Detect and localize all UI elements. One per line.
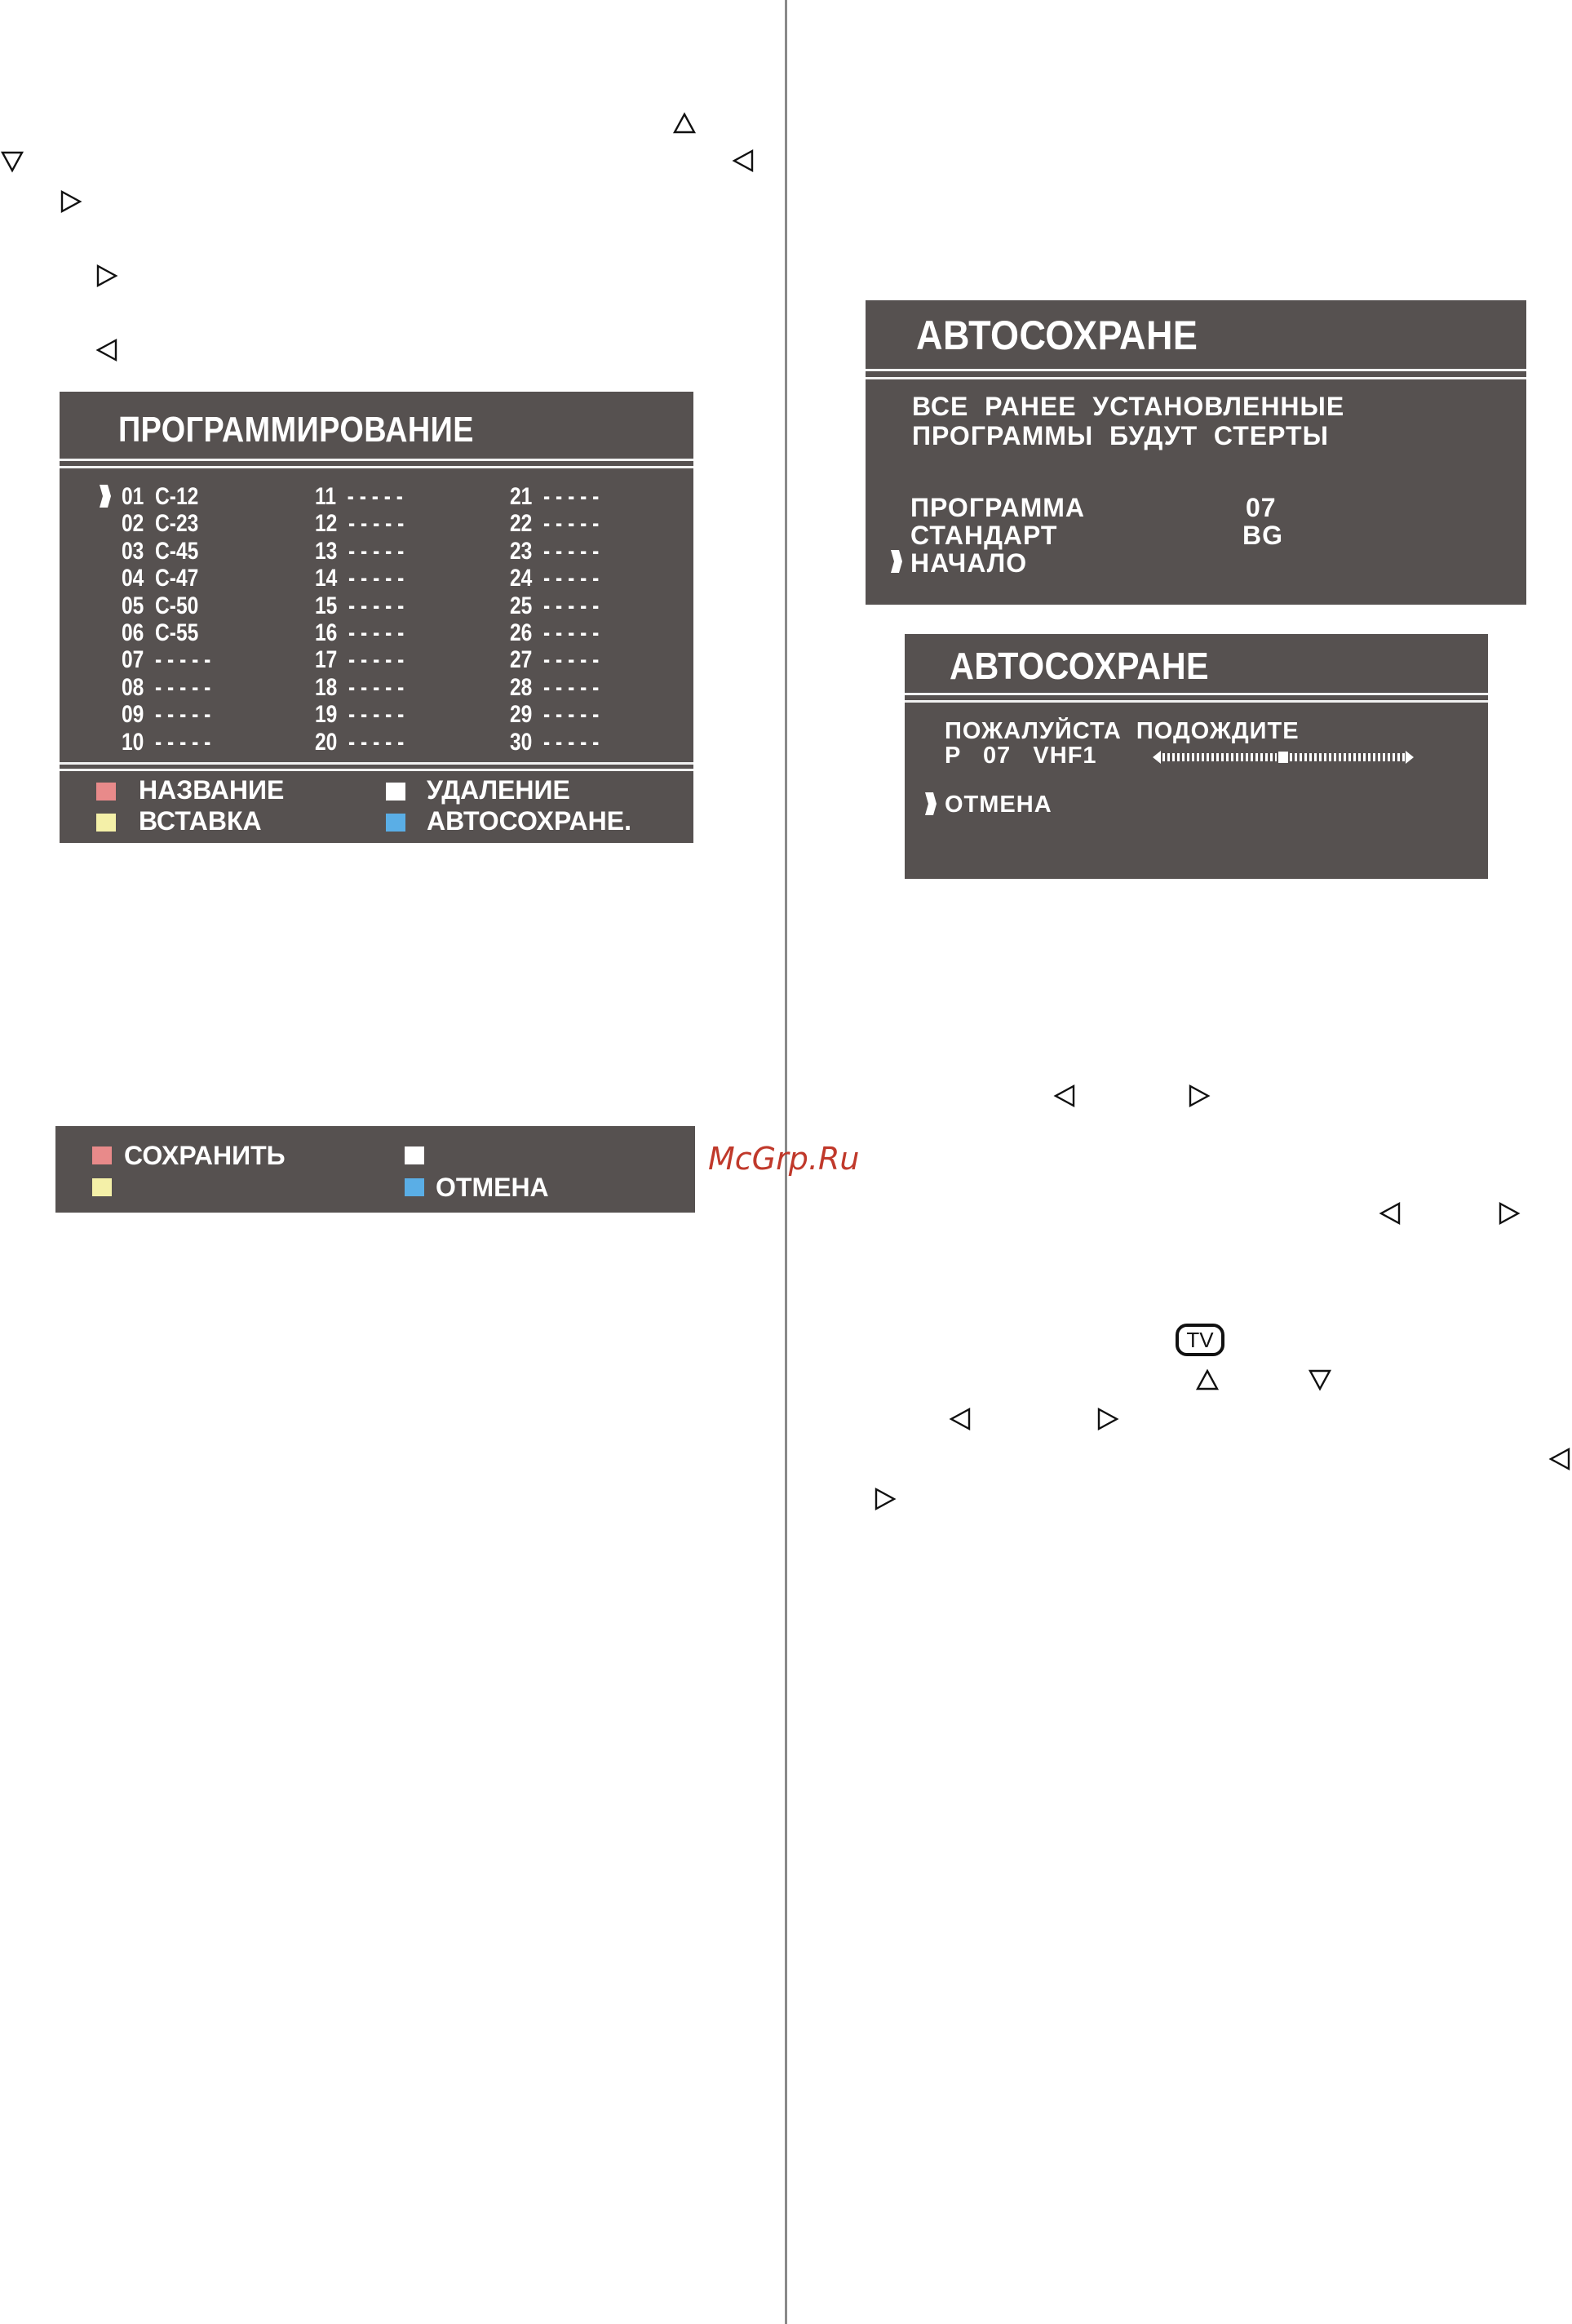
program-list-item[interactable]: 22 - - - - - [510, 510, 600, 538]
program-list-item[interactable]: 11 - - - - - [315, 483, 403, 510]
right-arrow-icon [873, 1487, 897, 1511]
panel-title: АВТОСОХРАНЕ [916, 313, 1198, 358]
program-list-item[interactable]: 01 C-12 [122, 483, 199, 510]
divider [866, 377, 1526, 379]
divider [905, 700, 1488, 703]
down-arrow-icon [1308, 1368, 1332, 1392]
program-list-item[interactable]: 10 - - - - - [122, 728, 211, 756]
program-list-item[interactable]: 25 - - - - - [510, 592, 600, 619]
program-list-item[interactable]: 27 - - - - - [510, 646, 600, 674]
white-button-swatch [405, 1146, 424, 1164]
option-autostore[interactable]: АВТОСОХРАНЕ. [427, 806, 631, 836]
start-option[interactable]: НАЧАЛО [910, 548, 1028, 578]
program-list-item[interactable]: 26 - - - - - [510, 619, 600, 646]
right-arrow-icon [1497, 1201, 1521, 1226]
program-list-item[interactable]: 29 - - - - - [510, 701, 600, 729]
program-list-item[interactable]: 24 - - - - - [510, 565, 600, 592]
program-list-item[interactable]: 15 - - - - - [315, 592, 405, 619]
left-arrow-icon [1378, 1201, 1402, 1226]
red-button-swatch [92, 1146, 112, 1164]
program-list-item[interactable]: 06 C-55 [122, 619, 199, 646]
program-list-item[interactable]: 03 C-45 [122, 537, 199, 565]
selection-marker-icon [923, 791, 937, 817]
program-label: ПРОГРАММА [910, 493, 1086, 522]
cancel-option[interactable]: ОТМЕНА [945, 792, 1052, 818]
divider [60, 762, 693, 765]
programming-panel [60, 392, 693, 843]
option-delete[interactable]: УДАЛЕНИЕ [427, 775, 570, 805]
autostore-progress-panel [905, 634, 1488, 879]
divider [905, 693, 1488, 695]
warning-text-line2: ПРОГРАММЫ БУДУТ СТЕРТЫ [912, 421, 1329, 450]
tv-button-icon: TV [1176, 1324, 1224, 1356]
down-arrow-icon [0, 149, 24, 174]
watermark: McGrp.Ru [708, 1141, 860, 1177]
blue-button-swatch [405, 1178, 424, 1196]
right-arrow-icon [95, 264, 119, 288]
program-list-item[interactable]: 14 - - - - - [315, 565, 405, 592]
left-arrow-icon [95, 338, 119, 362]
please-wait-text: ПОЖАЛУЙСТА ПОДОЖДИТЕ [945, 718, 1300, 744]
standard-label: СТАНДАРТ [910, 521, 1058, 550]
left-arrow-icon [731, 149, 755, 173]
left-arrow-icon [1548, 1447, 1572, 1471]
search-progress-bar [1153, 745, 1414, 769]
program-value[interactable]: 07 [1246, 493, 1277, 522]
warning-text-line1: ВСЕ РАНЕЕ УСТАНОВЛЕННЫЕ [912, 392, 1345, 421]
program-list-item[interactable]: 30 - - - - - [510, 728, 600, 756]
up-arrow-icon [672, 111, 697, 135]
program-list-item[interactable]: 09 - - - - - [122, 701, 211, 729]
program-list-item[interactable]: 20 - - - - - [315, 728, 405, 756]
option-insert[interactable]: ВСТАВКА [139, 806, 262, 836]
program-list-item[interactable]: 02 C-23 [122, 510, 199, 538]
white-button-swatch [386, 783, 405, 801]
selection-marker-icon [888, 548, 903, 574]
right-arrow-icon [59, 189, 83, 214]
save-button[interactable]: СОХРАНИТЬ [124, 1141, 286, 1170]
program-list-item[interactable]: 08 - - - - - [122, 673, 211, 701]
program-list-item[interactable]: 04 C-47 [122, 565, 199, 592]
panel-title: АВТОСОХРАНЕ [950, 645, 1210, 687]
standard-value[interactable]: BG [1242, 521, 1283, 550]
program-list-item[interactable]: 19 - - - - - [315, 701, 405, 729]
program-list-item[interactable]: 18 - - - - - [315, 673, 405, 701]
channel-status-text: P 07 VHF1 [945, 743, 1097, 769]
program-list-item[interactable]: 13 - - - - - [315, 537, 405, 565]
program-list-item[interactable]: 28 - - - - - [510, 673, 600, 701]
autostore-panel [866, 300, 1526, 605]
divider [60, 466, 693, 468]
divider [60, 769, 693, 771]
program-list-item[interactable]: 23 - - - - - [510, 537, 600, 565]
option-name[interactable]: НАЗВАНИЕ [139, 775, 285, 805]
yellow-button-swatch [92, 1178, 112, 1196]
yellow-button-swatch [96, 814, 116, 832]
selection-marker-icon [97, 483, 112, 509]
blue-button-swatch [386, 814, 405, 832]
program-list-item[interactable]: 21 - - - - - [510, 483, 600, 510]
program-list-item[interactable]: 05 C-50 [122, 592, 199, 619]
right-arrow-icon [1096, 1407, 1120, 1431]
left-arrow-icon [948, 1407, 972, 1431]
left-arrow-icon [1052, 1084, 1077, 1108]
red-button-swatch [96, 783, 116, 801]
panel-title: ПРОГРАММИРОВАНИЕ [118, 410, 474, 450]
divider [60, 459, 693, 461]
program-list-item[interactable]: 16 - - - - - [315, 619, 405, 646]
up-arrow-icon [1195, 1368, 1220, 1392]
divider [866, 369, 1526, 371]
right-arrow-icon [1187, 1084, 1211, 1108]
program-list-item[interactable]: 17 - - - - - [315, 646, 405, 674]
cancel-button[interactable]: ОТМЕНА [436, 1173, 549, 1202]
save-panel [55, 1126, 695, 1213]
program-list-item[interactable]: 12 - - - - - [315, 510, 405, 538]
program-list-item[interactable]: 07 - - - - - [122, 646, 211, 674]
